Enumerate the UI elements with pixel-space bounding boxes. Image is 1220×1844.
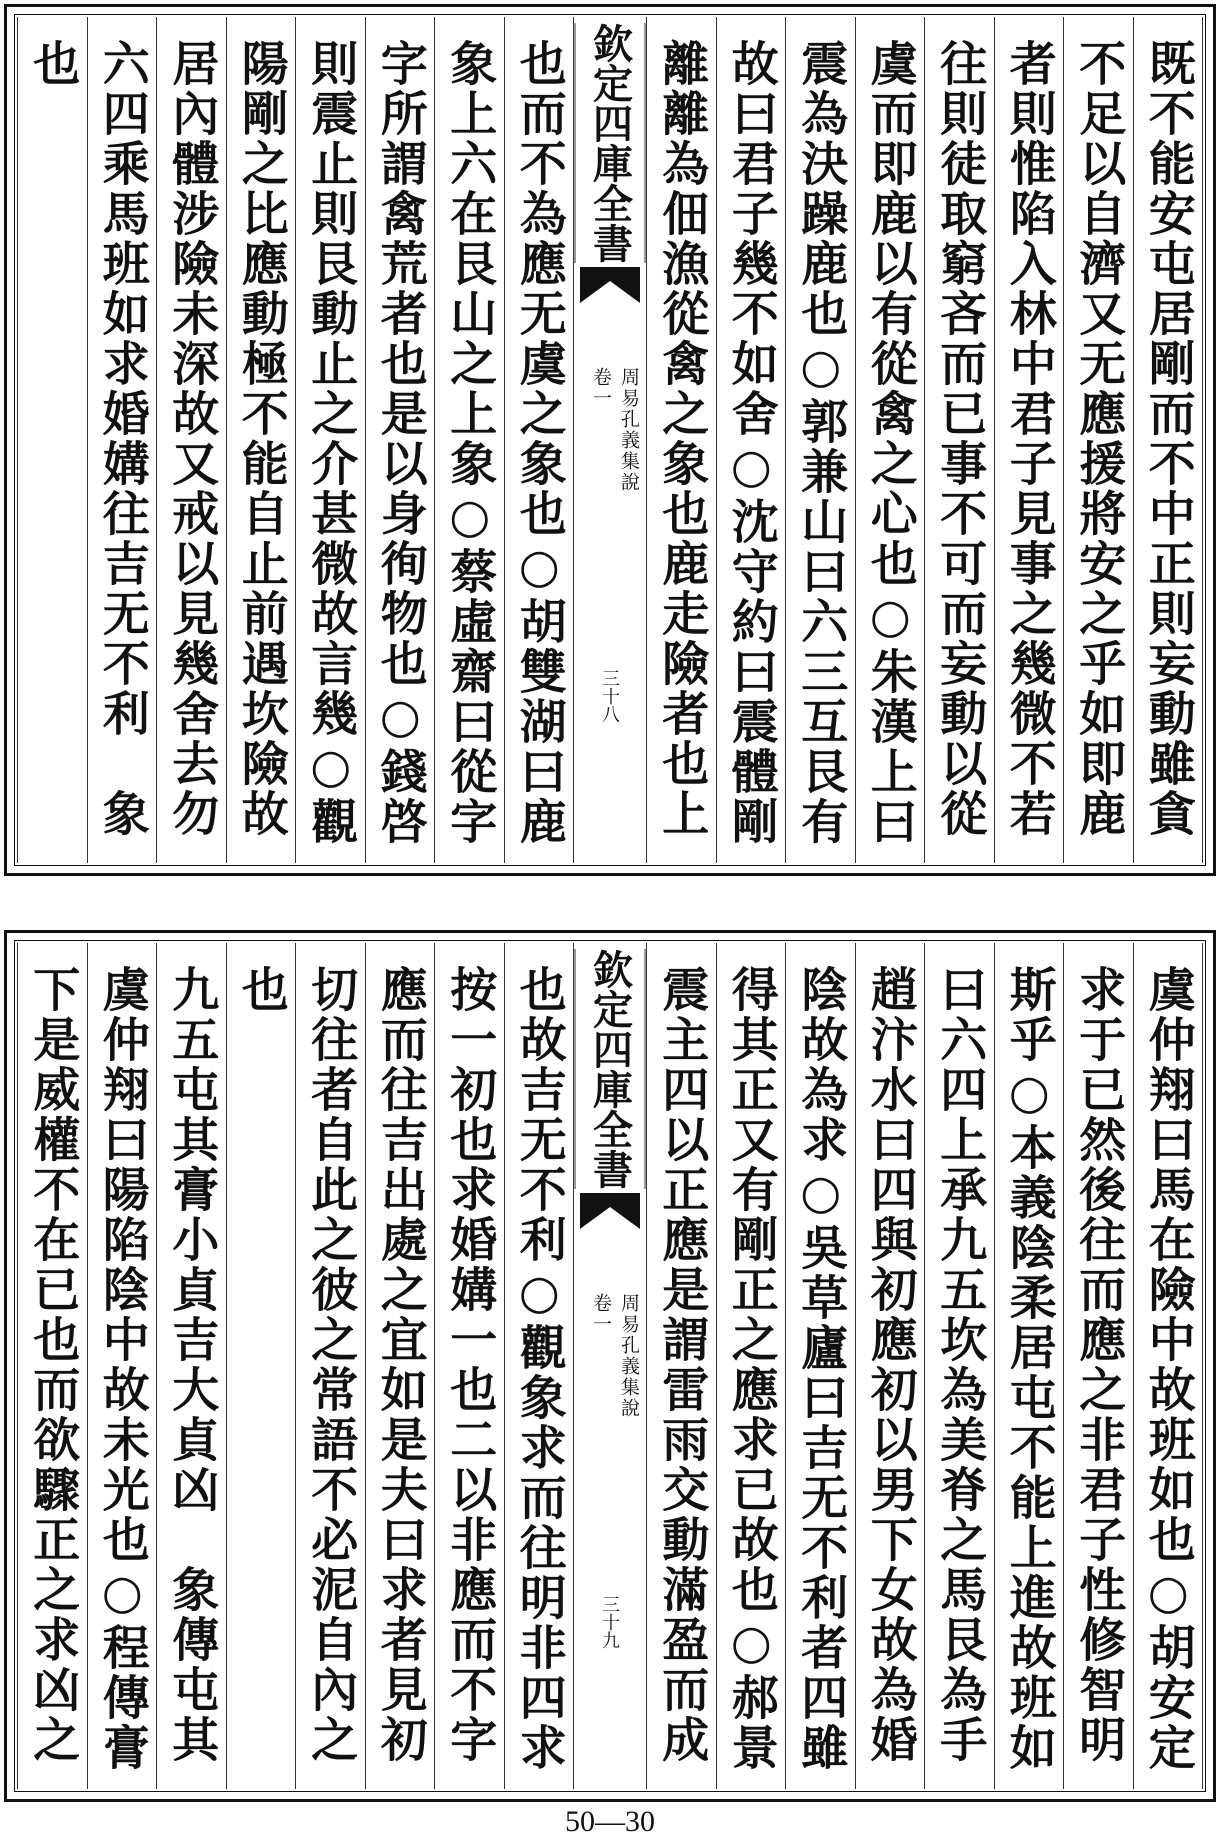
text-column: 曰六四上承九五坎為美脊之馬艮為手 bbox=[924, 943, 994, 1789]
page-top bbox=[4, 4, 1216, 876]
collection-title: 欽定四庫全書 bbox=[575, 949, 646, 1189]
text-column: 者則惟陷入林中君子見事之幾微不若 bbox=[994, 17, 1064, 863]
text-column: 震主四以正應是謂雷雨交動滿盈而成 bbox=[646, 943, 716, 1789]
text-column: 虞仲翔曰馬在險中故班如也○胡安定 bbox=[1133, 943, 1204, 1789]
text-column: 字所謂禽荒者也是以身徇物也○錢啓 bbox=[365, 17, 435, 863]
fish-tail-mark bbox=[580, 267, 640, 303]
text-column: 六四乘馬班如求婚媾往吉无不利 象 bbox=[87, 17, 157, 863]
leaf-number: 三十九 bbox=[599, 1595, 620, 1649]
text-column: 下是威權不在已也而欲驟正之求凶之 bbox=[17, 943, 87, 1789]
text-column: 切往者自此之彼之常語不必泥自內之 bbox=[295, 943, 365, 1789]
text-column: 居內體涉險未深故又戒以見幾舍去勿 bbox=[156, 17, 226, 863]
columns-bottom bbox=[17, 943, 1203, 1789]
text-column: 也 bbox=[17, 17, 87, 863]
columns-top bbox=[17, 17, 1203, 863]
center-fold-column bbox=[573, 943, 646, 1789]
text-column: 則震止則艮動止之介甚微故言幾○觀 bbox=[295, 17, 365, 863]
volume-label: 卷一 bbox=[590, 367, 612, 409]
text-column: 也而不為應无虞之象也○胡雙湖曰鹿 bbox=[504, 17, 574, 863]
text-column: 趙汴水曰四與初應初以男下女故為婚 bbox=[855, 943, 925, 1789]
text-column: 既不能安屯居剛而不中正則妄動雖貪 bbox=[1133, 17, 1204, 863]
book-title: 周易孔義集說 bbox=[618, 367, 640, 493]
text-column: 按一初也求婚媾一也二以非應而不字 bbox=[434, 943, 504, 1789]
text-column: 也 bbox=[226, 943, 296, 1789]
text-column: 得其正又有剛正之應求已故也○郝景 bbox=[716, 943, 786, 1789]
volume-label: 卷一 bbox=[590, 1293, 612, 1335]
page-bottom bbox=[4, 930, 1216, 1802]
book-title: 周易孔義集說 bbox=[618, 1293, 640, 1419]
text-column: 應而往吉出處之宜如是夫曰求者見初 bbox=[365, 943, 435, 1789]
collection-title: 欽定四庫全書 bbox=[575, 23, 646, 263]
text-column: 九五屯其膏小貞吉大貞凶 象傳屯其 bbox=[156, 943, 226, 1789]
center-fold-column bbox=[573, 17, 646, 863]
text-column: 陰故為求○吳草廬曰吉无不利者四雖 bbox=[785, 943, 855, 1789]
text-column: 離離為佃漁從禽之象也鹿走險者也上 bbox=[646, 17, 716, 863]
text-column: 往則徒取窮吝而已事不可而妄動以從 bbox=[924, 17, 994, 863]
leaf-number: 三十八 bbox=[599, 669, 620, 723]
text-column: 求于已然後往而應之非君子性修智明 bbox=[1063, 943, 1133, 1789]
text-column: 不足以自濟又无應援將安之乎如即鹿 bbox=[1063, 17, 1133, 863]
page-number-footer: 50—30 bbox=[565, 1805, 655, 1838]
text-column: 象上六在艮山之上象○蔡虛齋曰從字 bbox=[434, 17, 504, 863]
text-column: 故曰君子幾不如舍○沈守約曰震體剛 bbox=[716, 17, 786, 863]
text-column: 陽剛之比應動極不能自止前遇坎險故 bbox=[226, 17, 296, 863]
fish-tail-mark bbox=[580, 1193, 640, 1229]
text-column: 斯乎○本義陰柔居屯不能上進故班如 bbox=[994, 943, 1064, 1789]
text-column: 也故吉无不利○觀象求而往明非四求 bbox=[504, 943, 574, 1789]
text-column: 虞而即鹿以有從禽之心也○朱漢上曰 bbox=[855, 17, 925, 863]
text-column: 虞仲翔曰陽陷陰中故未光也○程傳膏 bbox=[87, 943, 157, 1789]
text-column: 震為決躁鹿也○郭兼山曰六三互艮有 bbox=[785, 17, 855, 863]
